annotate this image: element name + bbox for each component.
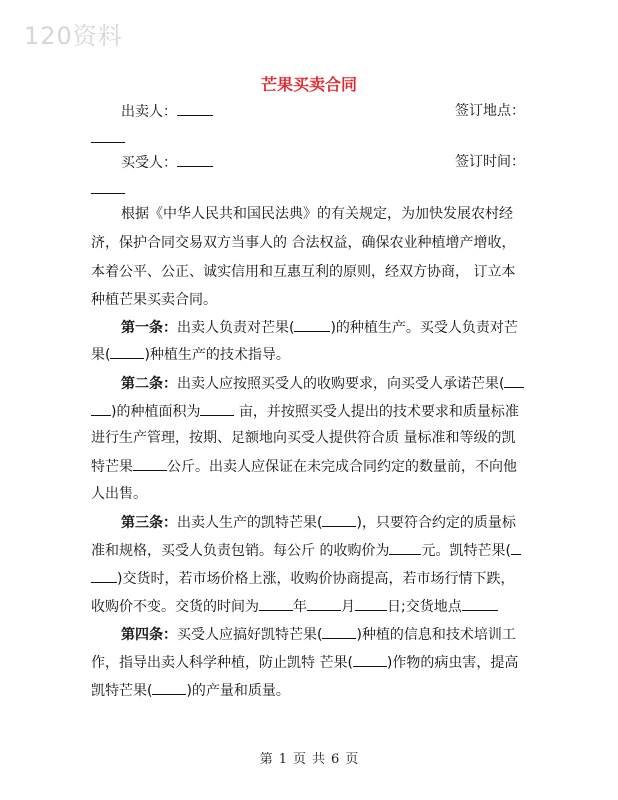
article-3-line: [91, 568, 514, 589]
article-4-line: [121, 624, 516, 645]
article-3-text: 收购价不变。交货的时间为: [91, 599, 259, 615]
article-3-line: [91, 540, 521, 561]
watermark: 120资料: [24, 22, 123, 50]
article-4-text: )的产量和质量。: [186, 683, 290, 699]
article-3-text: 月: [341, 599, 355, 615]
blank: [307, 596, 341, 611]
article-4-colon: ：: [163, 627, 177, 643]
article-4-line: [91, 652, 518, 673]
article-4-text: 作，指导出卖人科学种植，防止凯特 芒果(: [91, 655, 353, 671]
article-3-text: 出卖人生产的凯特芒果(: [177, 515, 323, 531]
article-4-text: 买受人应搞好凯特芒果(: [177, 627, 323, 643]
preamble-line: 种植芒果买卖合同。: [91, 292, 217, 308]
article-2-text: 特芒果: [91, 459, 133, 475]
seller-label: 出卖人：: [121, 104, 177, 120]
article-2-colon: ：: [163, 376, 177, 392]
seller-line: [121, 101, 213, 122]
article-3-line: [121, 512, 516, 533]
sign-place-label: 签订地点：: [455, 103, 525, 119]
sign-place-blank: [91, 128, 125, 143]
article-4-text: )种植的信息和技术培训工: [356, 627, 516, 643]
blank: [389, 540, 421, 555]
blank: [152, 680, 186, 695]
article-4-heading: 第四条: [121, 627, 163, 643]
article-3-colon: ：: [163, 515, 177, 531]
preamble-line: 本着公平、公正、诚实信用和互惠互利的原则，经双方协商， 订立本: [91, 264, 516, 280]
article-1-text: )的种植生产。买受人负责对芒: [330, 320, 518, 336]
article-3-line: [91, 596, 498, 617]
article-2-text: )的种植面积为: [111, 404, 201, 420]
blank: [91, 401, 111, 416]
page-footer: [0, 748, 618, 767]
sign-place-blank-line: [91, 128, 125, 149]
article-1-line: [121, 317, 518, 338]
article-1-heading: 第一条: [121, 320, 163, 336]
blank: [322, 624, 356, 639]
article-1-line: [91, 344, 290, 365]
article-2-line: [91, 456, 517, 477]
blank: [200, 401, 234, 416]
blank: [355, 596, 387, 611]
sign-time-label: 签订时间：: [455, 154, 525, 170]
total-unit: 页: [345, 752, 359, 767]
buyer-line: [121, 152, 213, 173]
article-1-text: )种植生产的技术指导。: [144, 347, 290, 363]
buyer-label: 买受人：: [121, 155, 177, 171]
blank: [511, 540, 521, 555]
blank: [133, 456, 167, 471]
seller-blank: [177, 101, 213, 116]
article-2-line: [121, 373, 524, 394]
article-3-text: )交货时，若市场价格上涨，收购价协商提高，若市场行情下跌，: [117, 571, 515, 587]
blank: [294, 317, 330, 332]
article-3-text: )，只要符合约定的质量标: [356, 515, 516, 531]
article-1-text: 出卖人负责对芒果(: [177, 320, 295, 336]
blank: [462, 596, 498, 611]
article-3-text: 年: [293, 599, 307, 615]
blank: [353, 652, 387, 667]
blank: [259, 596, 293, 611]
article-4-line: [91, 680, 290, 701]
article-2-line: 进行生产管理，按期、足额地向买受人提供符合质 量标准和等级的凯: [91, 430, 516, 446]
article-2-text: 亩，并按照买受人提出的技术要求和质量标准: [234, 404, 519, 420]
article-3-text: 准和规格，买受人负责包销。每公斤 的收购价为: [91, 543, 390, 559]
page-unit: 页: [292, 752, 306, 767]
document-title: 芒果买卖合同: [260, 75, 357, 94]
article-2-line: [91, 401, 519, 422]
blank: [91, 568, 117, 583]
blank: [110, 344, 144, 359]
total-pages: 6: [331, 752, 340, 767]
sign-time-blank-line: [91, 179, 125, 200]
sign-time-blank: [91, 179, 125, 194]
article-3-text: 元。凯特芒果(: [421, 543, 511, 559]
article-4-text: 凯特芒果(: [91, 683, 153, 699]
article-2-text: 公斤。出卖人应保证在未完成合同约定的数量前，不向他: [167, 459, 517, 475]
blank: [322, 512, 356, 527]
article-1-text: 果(: [91, 347, 111, 363]
article-1-colon: ：: [163, 320, 177, 336]
preamble-line: 济，保护合同交易双方当事人的 合法权益，确保农业种植增产增收，: [91, 235, 516, 251]
preamble-line: 根据《中华人民共和国民法典》的有关规定，为加快发展农村经: [121, 206, 513, 222]
article-3-heading: 第三条: [121, 515, 163, 531]
page-label: 第: [259, 752, 273, 767]
blank: [504, 373, 524, 388]
buyer-blank: [177, 152, 213, 167]
page-number: 1: [278, 752, 287, 767]
article-3-text: 日;交货地点: [387, 599, 462, 615]
total-label: 共: [312, 752, 326, 767]
article-2-heading: 第二条: [121, 376, 163, 392]
article-2-line: 人出售。: [91, 486, 147, 502]
article-2-text: 出卖人应按照买受人的收购要求，向买受人承诺芒果(: [177, 376, 505, 392]
article-4-text: )作物的病虫害，提高: [386, 655, 519, 671]
